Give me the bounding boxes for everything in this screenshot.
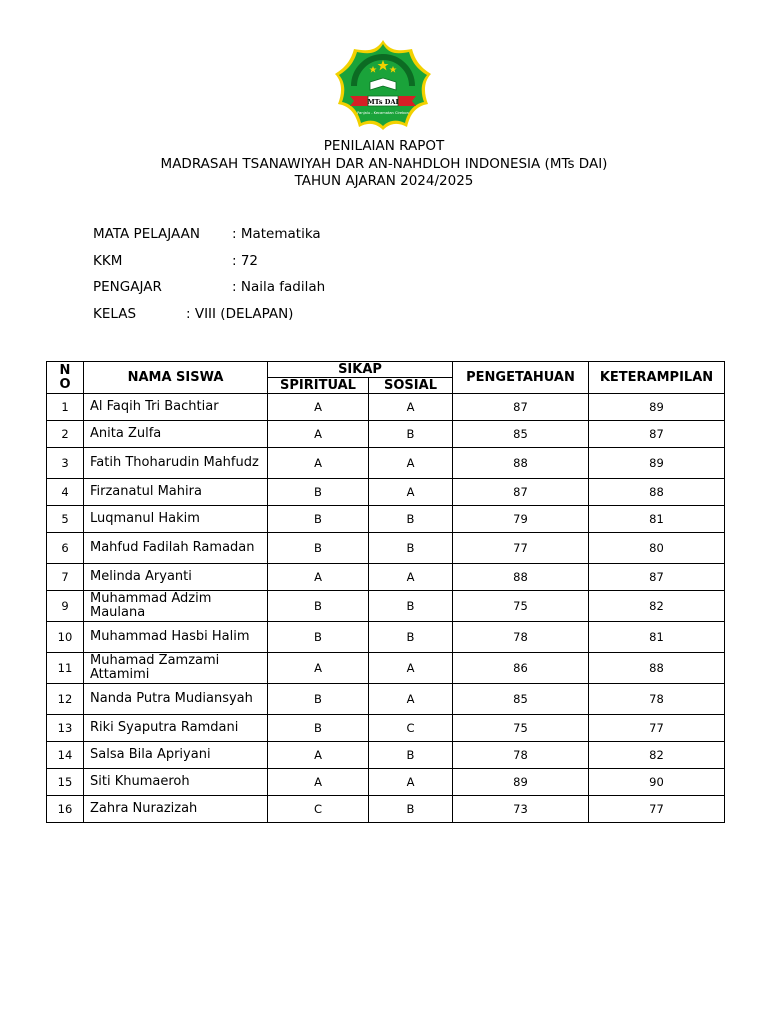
cell-spiritual: A — [268, 564, 369, 591]
cell-keterampilan: 88 — [589, 479, 725, 506]
cell-no: 1 — [47, 394, 84, 421]
cell-spiritual: A — [268, 448, 369, 479]
cell-keterampilan: 89 — [589, 394, 725, 421]
cell-pengetahuan: 75 — [453, 715, 589, 742]
cell-student-name: Al Faqih Tri Bachtiar — [84, 394, 268, 421]
cell-sosial: B — [369, 506, 453, 533]
cell-no: 6 — [47, 533, 84, 564]
info-subject — [93, 226, 321, 242]
cell-pengetahuan: 86 — [453, 653, 589, 684]
grades-table — [46, 361, 725, 823]
cell-student-name: Riki Syaputra Ramdani — [84, 715, 268, 742]
cell-pengetahuan: 73 — [453, 796, 589, 823]
document-title — [0, 138, 768, 191]
cell-no: 10 — [47, 622, 84, 653]
cell-pengetahuan: 88 — [453, 564, 589, 591]
cell-keterampilan: 80 — [589, 533, 725, 564]
cell-keterampilan: 82 — [589, 591, 725, 622]
cell-spiritual: A — [268, 742, 369, 769]
cell-pengetahuan: 88 — [453, 448, 589, 479]
table-row — [47, 769, 725, 796]
header-sosial: SOSIAL — [369, 378, 453, 394]
logo-short-name: MTs DAI — [367, 98, 399, 106]
cell-pengetahuan: 78 — [453, 742, 589, 769]
table-row — [47, 479, 725, 506]
logo-subtext: Panjalu - Kecamatan Cirebon — [357, 111, 409, 115]
table-row — [47, 715, 725, 742]
cell-spiritual: A — [268, 421, 369, 448]
table-row — [47, 796, 725, 823]
cell-student-name: Melinda Aryanti — [84, 564, 268, 591]
cell-no: 16 — [47, 796, 84, 823]
cell-sosial: C — [369, 715, 453, 742]
cell-spiritual: A — [268, 394, 369, 421]
cell-spiritual: B — [268, 684, 369, 715]
title-line-3: TAHUN AJARAN 2024/2025 — [294, 173, 474, 189]
cell-pengetahuan: 79 — [453, 506, 589, 533]
cell-sosial: B — [369, 421, 453, 448]
cell-keterampilan: 78 — [589, 684, 725, 715]
cell-no: 3 — [47, 448, 84, 479]
cell-pengetahuan: 78 — [453, 622, 589, 653]
cell-student-name: Salsa Bila Apriyani — [84, 742, 268, 769]
cell-keterampilan: 81 — [589, 622, 725, 653]
table-row — [47, 622, 725, 653]
table-row — [47, 684, 725, 715]
header-name: NAMA SISWA — [84, 362, 268, 394]
cell-pengetahuan: 77 — [453, 533, 589, 564]
table-row — [47, 394, 725, 421]
info-teacher — [93, 279, 325, 295]
cell-keterampilan: 77 — [589, 715, 725, 742]
school-logo — [332, 38, 434, 132]
cell-sosial: A — [369, 653, 453, 684]
cell-student-name: Zahra Nurazizah — [84, 796, 268, 823]
cell-pengetahuan: 87 — [453, 479, 589, 506]
cell-sosial: B — [369, 622, 453, 653]
kkm-value: : 72 — [232, 253, 259, 269]
cell-sosial: B — [369, 591, 453, 622]
cell-spiritual: B — [268, 479, 369, 506]
header-keterampilan: KETERAMPILAN — [589, 362, 725, 394]
cell-sosial: B — [369, 533, 453, 564]
cell-sosial: A — [369, 769, 453, 796]
table-header-row — [47, 362, 725, 378]
table-body — [47, 394, 725, 823]
cell-sosial: A — [369, 394, 453, 421]
teacher-label: PENGAJAR — [93, 279, 162, 295]
class-label: KELAS — [93, 306, 137, 322]
cell-no: 2 — [47, 421, 84, 448]
title-line-1: PENILAIAN RAPOT — [323, 138, 445, 154]
cell-sosial: A — [369, 448, 453, 479]
cell-keterampilan: 82 — [589, 742, 725, 769]
cell-spiritual: B — [268, 715, 369, 742]
cell-no: 13 — [47, 715, 84, 742]
cell-pengetahuan: 87 — [453, 394, 589, 421]
cell-student-name: Nanda Putra Mudiansyah — [84, 684, 268, 715]
table-row — [47, 653, 725, 684]
cell-no: 7 — [47, 564, 84, 591]
table-row — [47, 448, 725, 479]
cell-keterampilan: 77 — [589, 796, 725, 823]
cell-student-name: Siti Khumaeroh — [84, 769, 268, 796]
teacher-value: : Naila fadilah — [232, 279, 326, 295]
table-row — [47, 564, 725, 591]
cell-keterampilan: 88 — [589, 653, 725, 684]
header-sikap: SIKAP — [268, 362, 453, 378]
cell-sosial: A — [369, 564, 453, 591]
cell-no: 12 — [47, 684, 84, 715]
cell-spiritual: B — [268, 591, 369, 622]
cell-student-name: Muhammad Hasbi Halim — [84, 622, 268, 653]
cell-sosial: B — [369, 742, 453, 769]
cell-student-name: Luqmanul Hakim — [84, 506, 268, 533]
cell-keterampilan: 81 — [589, 506, 725, 533]
cell-spiritual: B — [268, 622, 369, 653]
cell-no: 9 — [47, 591, 84, 622]
cell-no: 11 — [47, 653, 84, 684]
title-line-2: MADRASAH TSANAWIYAH DAR AN-NAHDLOH INDONESIA (MTs DAI) — [160, 155, 608, 172]
cell-student-name: Mahfud Fadilah Ramadan — [84, 533, 268, 564]
cell-sosial: B — [369, 796, 453, 823]
cell-student-name: Muhamad Zamzami Attamimi — [84, 653, 268, 684]
cell-student-name: Muhammad Adzim Maulana — [84, 591, 268, 622]
cell-keterampilan: 90 — [589, 769, 725, 796]
table-row — [47, 506, 725, 533]
cell-spiritual: B — [268, 533, 369, 564]
info-kkm — [93, 253, 258, 269]
cell-no: 14 — [47, 742, 84, 769]
cell-no: 5 — [47, 506, 84, 533]
header-spiritual: SPIRITUAL — [268, 378, 369, 394]
kkm-label: KKM — [93, 253, 123, 269]
cell-keterampilan: 89 — [589, 448, 725, 479]
table-row — [47, 533, 725, 564]
cell-pengetahuan: 75 — [453, 591, 589, 622]
subject-label: MATA PELAJAAN — [93, 226, 200, 242]
cell-student-name: Anita Zulfa — [84, 421, 268, 448]
cell-sosial: A — [369, 479, 453, 506]
header-pengetahuan: PENGETAHUAN — [453, 362, 589, 394]
cell-no: 4 — [47, 479, 84, 506]
cell-pengetahuan: 89 — [453, 769, 589, 796]
cell-student-name: Fatih Thoharudin Mahfudz — [84, 448, 268, 479]
cell-spiritual: C — [268, 796, 369, 823]
info-class — [93, 306, 293, 322]
cell-pengetahuan: 85 — [453, 421, 589, 448]
table-row — [47, 591, 725, 622]
cell-pengetahuan: 85 — [453, 684, 589, 715]
table-row — [47, 421, 725, 448]
cell-keterampilan: 87 — [589, 421, 725, 448]
cell-spiritual: A — [268, 653, 369, 684]
class-value: : VIII (DELAPAN) — [186, 306, 294, 322]
cell-student-name: Firzanatul Mahira — [84, 479, 268, 506]
table-row — [47, 742, 725, 769]
cell-sosial: A — [369, 684, 453, 715]
cell-spiritual: B — [268, 506, 369, 533]
cell-no: 15 — [47, 769, 84, 796]
cell-spiritual: A — [268, 769, 369, 796]
header-no: NO — [47, 362, 84, 394]
cell-keterampilan: 87 — [589, 564, 725, 591]
subject-value: : Matematika — [232, 226, 321, 242]
